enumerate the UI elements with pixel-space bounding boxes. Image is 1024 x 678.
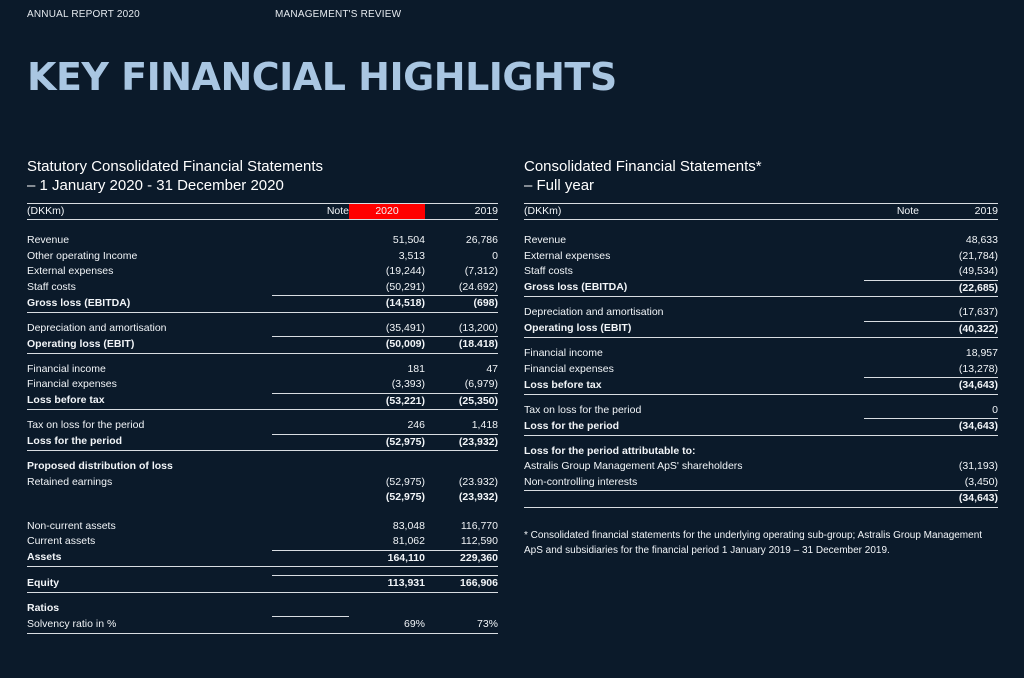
row-label: Equity bbox=[27, 576, 272, 593]
row-label: Financial expenses bbox=[524, 362, 614, 375]
value-2019: 26,786 bbox=[465, 234, 498, 246]
value-2019: (3,450) bbox=[964, 475, 998, 488]
value-2019: (31,193) bbox=[958, 460, 998, 472]
value-2019: (23,932) bbox=[425, 434, 498, 451]
value-2019: (698) bbox=[425, 296, 498, 313]
table-row bbox=[27, 475, 498, 491]
value-2019: 112,590 bbox=[460, 535, 498, 547]
table-row bbox=[524, 249, 998, 265]
value-2019: (23.932) bbox=[458, 475, 498, 488]
row-label: Gross loss (EBITDA) bbox=[27, 296, 272, 313]
row-label: Non-controlling interests bbox=[524, 475, 638, 488]
row-label: Non-current assets bbox=[27, 519, 116, 532]
value-2019: (34,643) bbox=[919, 491, 998, 508]
value-2020: (53,221) bbox=[349, 393, 425, 410]
value-2020: (35,491) bbox=[385, 321, 425, 334]
consolidated-statements-panel bbox=[524, 157, 998, 558]
row-label: Depreciation and amortisation bbox=[27, 321, 167, 334]
unit-header: (DKKm) bbox=[524, 204, 864, 220]
table-row-total bbox=[27, 576, 498, 593]
row-label: External expenses bbox=[524, 249, 611, 262]
statutory-title bbox=[27, 157, 498, 195]
row-label: Staff costs bbox=[27, 280, 76, 293]
value-2019: (13,200) bbox=[458, 321, 498, 334]
statutory-title-line1: Statutory Consolidated Financial Statements bbox=[27, 158, 323, 175]
table-row bbox=[27, 519, 498, 535]
row-label: Financial expenses bbox=[27, 378, 117, 391]
value-2019: (24.692) bbox=[458, 280, 498, 293]
row-label: Loss for the period bbox=[27, 434, 272, 451]
table-section-heading bbox=[27, 459, 498, 475]
value-2020: (3,393) bbox=[391, 378, 425, 390]
statutory-statements-panel bbox=[27, 157, 498, 634]
table-row-total bbox=[524, 491, 998, 508]
table-row bbox=[524, 264, 998, 280]
consolidated-title-line1: Consolidated Financial Statements* bbox=[524, 158, 762, 175]
table-row-total bbox=[27, 550, 498, 567]
value-2019: (40,322) bbox=[919, 321, 998, 338]
row-label: Tax on loss for the period bbox=[524, 403, 642, 416]
value-2019: 48,633 bbox=[965, 234, 998, 246]
table-row-total bbox=[27, 337, 498, 354]
table-row-total bbox=[524, 280, 998, 297]
row-label: Revenue bbox=[524, 234, 567, 246]
value-2019: (7,312) bbox=[464, 265, 498, 277]
year-2019-header: 2019 bbox=[425, 204, 498, 220]
table-header-row bbox=[27, 204, 498, 220]
report-label: ANNUAL REPORT 2020 bbox=[27, 9, 140, 20]
value-2019: 1,418 bbox=[471, 419, 498, 431]
row-label: Loss for the period bbox=[524, 419, 864, 436]
table-row bbox=[27, 377, 498, 393]
value-2020: 81,062 bbox=[392, 535, 425, 547]
value-2020: 69% bbox=[349, 617, 425, 634]
table-row-subtotal bbox=[27, 490, 498, 506]
row-label: Solvency ratio in % bbox=[27, 617, 272, 634]
row-label: Revenue bbox=[27, 234, 70, 246]
statutory-title-line2: – 1 January 2020 - 31 December 2020 bbox=[27, 177, 284, 194]
table-row bbox=[524, 362, 998, 378]
value-2019: 18,957 bbox=[965, 347, 998, 359]
year-2019-header: 2019 bbox=[919, 204, 998, 220]
statutory-table bbox=[27, 203, 498, 634]
value-2020: 181 bbox=[407, 362, 425, 375]
value-2019: (34,643) bbox=[919, 419, 998, 436]
table-row bbox=[524, 305, 998, 321]
note-header: Note bbox=[864, 204, 919, 220]
row-label: Financial income bbox=[27, 362, 106, 375]
row-label: Retained earnings bbox=[27, 475, 113, 488]
value-2020: 113,931 bbox=[349, 576, 425, 593]
row-label: Ratios bbox=[27, 601, 60, 614]
row-label: Assets bbox=[27, 550, 272, 567]
value-2019: 0 bbox=[492, 249, 498, 262]
row-label: Gross loss (EBITDA) bbox=[524, 280, 864, 297]
table-row bbox=[27, 264, 498, 280]
row-label: Loss before tax bbox=[27, 393, 272, 410]
note-header: Note bbox=[272, 204, 349, 220]
value-2020: 164,110 bbox=[349, 550, 425, 567]
row-label: Operating loss (EBIT) bbox=[27, 337, 272, 354]
footnote: * Consolidated financial statements for the underlying operating sub-group; Astralis Group Management ApS and subsidiaries for the financial period 1 January 2019 – 31 December 2019. bbox=[524, 529, 983, 556]
table-section-heading bbox=[524, 444, 998, 460]
table-row-total bbox=[524, 321, 998, 338]
table-row bbox=[524, 233, 998, 249]
row-label: Astralis Group Management ApS' shareholders bbox=[524, 460, 743, 472]
value-2019: 47 bbox=[486, 362, 498, 375]
consolidated-table bbox=[524, 203, 998, 508]
table-row bbox=[27, 249, 498, 265]
table-row bbox=[524, 459, 998, 475]
table-header-row bbox=[524, 204, 998, 220]
value-2019: (6,979) bbox=[464, 378, 498, 390]
value-2020: 246 bbox=[407, 419, 425, 431]
row-label: Operating loss (EBIT) bbox=[524, 321, 864, 338]
table-row bbox=[524, 346, 998, 362]
row-label: Depreciation and amortisation bbox=[524, 306, 664, 319]
value-2019: 166,906 bbox=[425, 576, 498, 593]
table-row-total bbox=[27, 296, 498, 313]
value-2019: (25,350) bbox=[425, 393, 498, 410]
value-2020: (50,291) bbox=[385, 280, 425, 293]
value-2020: (52,975) bbox=[385, 491, 425, 503]
table-row bbox=[27, 321, 498, 337]
table-row bbox=[27, 418, 498, 434]
value-2019: (18.418) bbox=[425, 337, 498, 354]
row-label: Other operating Income bbox=[27, 249, 138, 262]
value-2019: 0 bbox=[992, 403, 998, 416]
row-label: Staff costs bbox=[524, 265, 573, 278]
value-2020: 51,504 bbox=[392, 234, 425, 246]
value-2020: (50,009) bbox=[349, 337, 425, 354]
table-row bbox=[27, 617, 498, 634]
row-label: External expenses bbox=[27, 265, 114, 277]
row-label: Proposed distribution of loss bbox=[27, 460, 173, 472]
consolidated-title-line2: – Full year bbox=[524, 177, 595, 194]
value-2020: (14,518) bbox=[349, 296, 425, 313]
table-row bbox=[524, 403, 998, 419]
value-2019: (23,932) bbox=[458, 491, 498, 503]
table-section-heading bbox=[27, 601, 498, 617]
value-2020: 83,048 bbox=[392, 519, 425, 532]
row-label: Tax on loss for the period bbox=[27, 419, 145, 432]
value-2019: (21,784) bbox=[958, 249, 998, 262]
row-label: Financial income bbox=[524, 347, 603, 359]
table-row-total bbox=[27, 393, 498, 410]
value-2019: (13,278) bbox=[958, 362, 998, 375]
table-row bbox=[27, 534, 498, 550]
value-2019: (17,637) bbox=[958, 306, 998, 318]
year-2020-header: 2020 bbox=[349, 204, 425, 220]
table-row bbox=[27, 233, 498, 249]
table-row-total bbox=[27, 434, 498, 451]
value-2019: 229,360 bbox=[425, 550, 498, 567]
row-label: Loss for the period attributable to: bbox=[524, 444, 696, 457]
value-2019: 116,770 bbox=[460, 519, 498, 532]
table-row bbox=[27, 362, 498, 378]
value-2019: (22,685) bbox=[919, 280, 998, 297]
value-2019: (49,534) bbox=[958, 265, 998, 277]
value-2019: 73% bbox=[425, 617, 498, 634]
page-title: KEY FINANCIAL HIGHLIGHTS bbox=[27, 55, 617, 99]
value-2020: 3,513 bbox=[398, 249, 425, 262]
value-2019: (34,643) bbox=[919, 378, 998, 395]
row-label: Loss before tax bbox=[524, 378, 864, 395]
table-row-total bbox=[524, 419, 998, 436]
section-label: MANAGEMENT'S REVIEW bbox=[275, 9, 402, 20]
value-2020: (19,244) bbox=[385, 265, 425, 277]
value-2020: (52,975) bbox=[349, 434, 425, 451]
table-row bbox=[524, 475, 998, 491]
table-row-total bbox=[524, 378, 998, 395]
table-row bbox=[27, 280, 498, 296]
row-label: Current assets bbox=[27, 535, 96, 548]
unit-header: (DKKm) bbox=[27, 204, 272, 220]
consolidated-title bbox=[524, 157, 998, 195]
value-2020: (52,975) bbox=[385, 475, 425, 488]
